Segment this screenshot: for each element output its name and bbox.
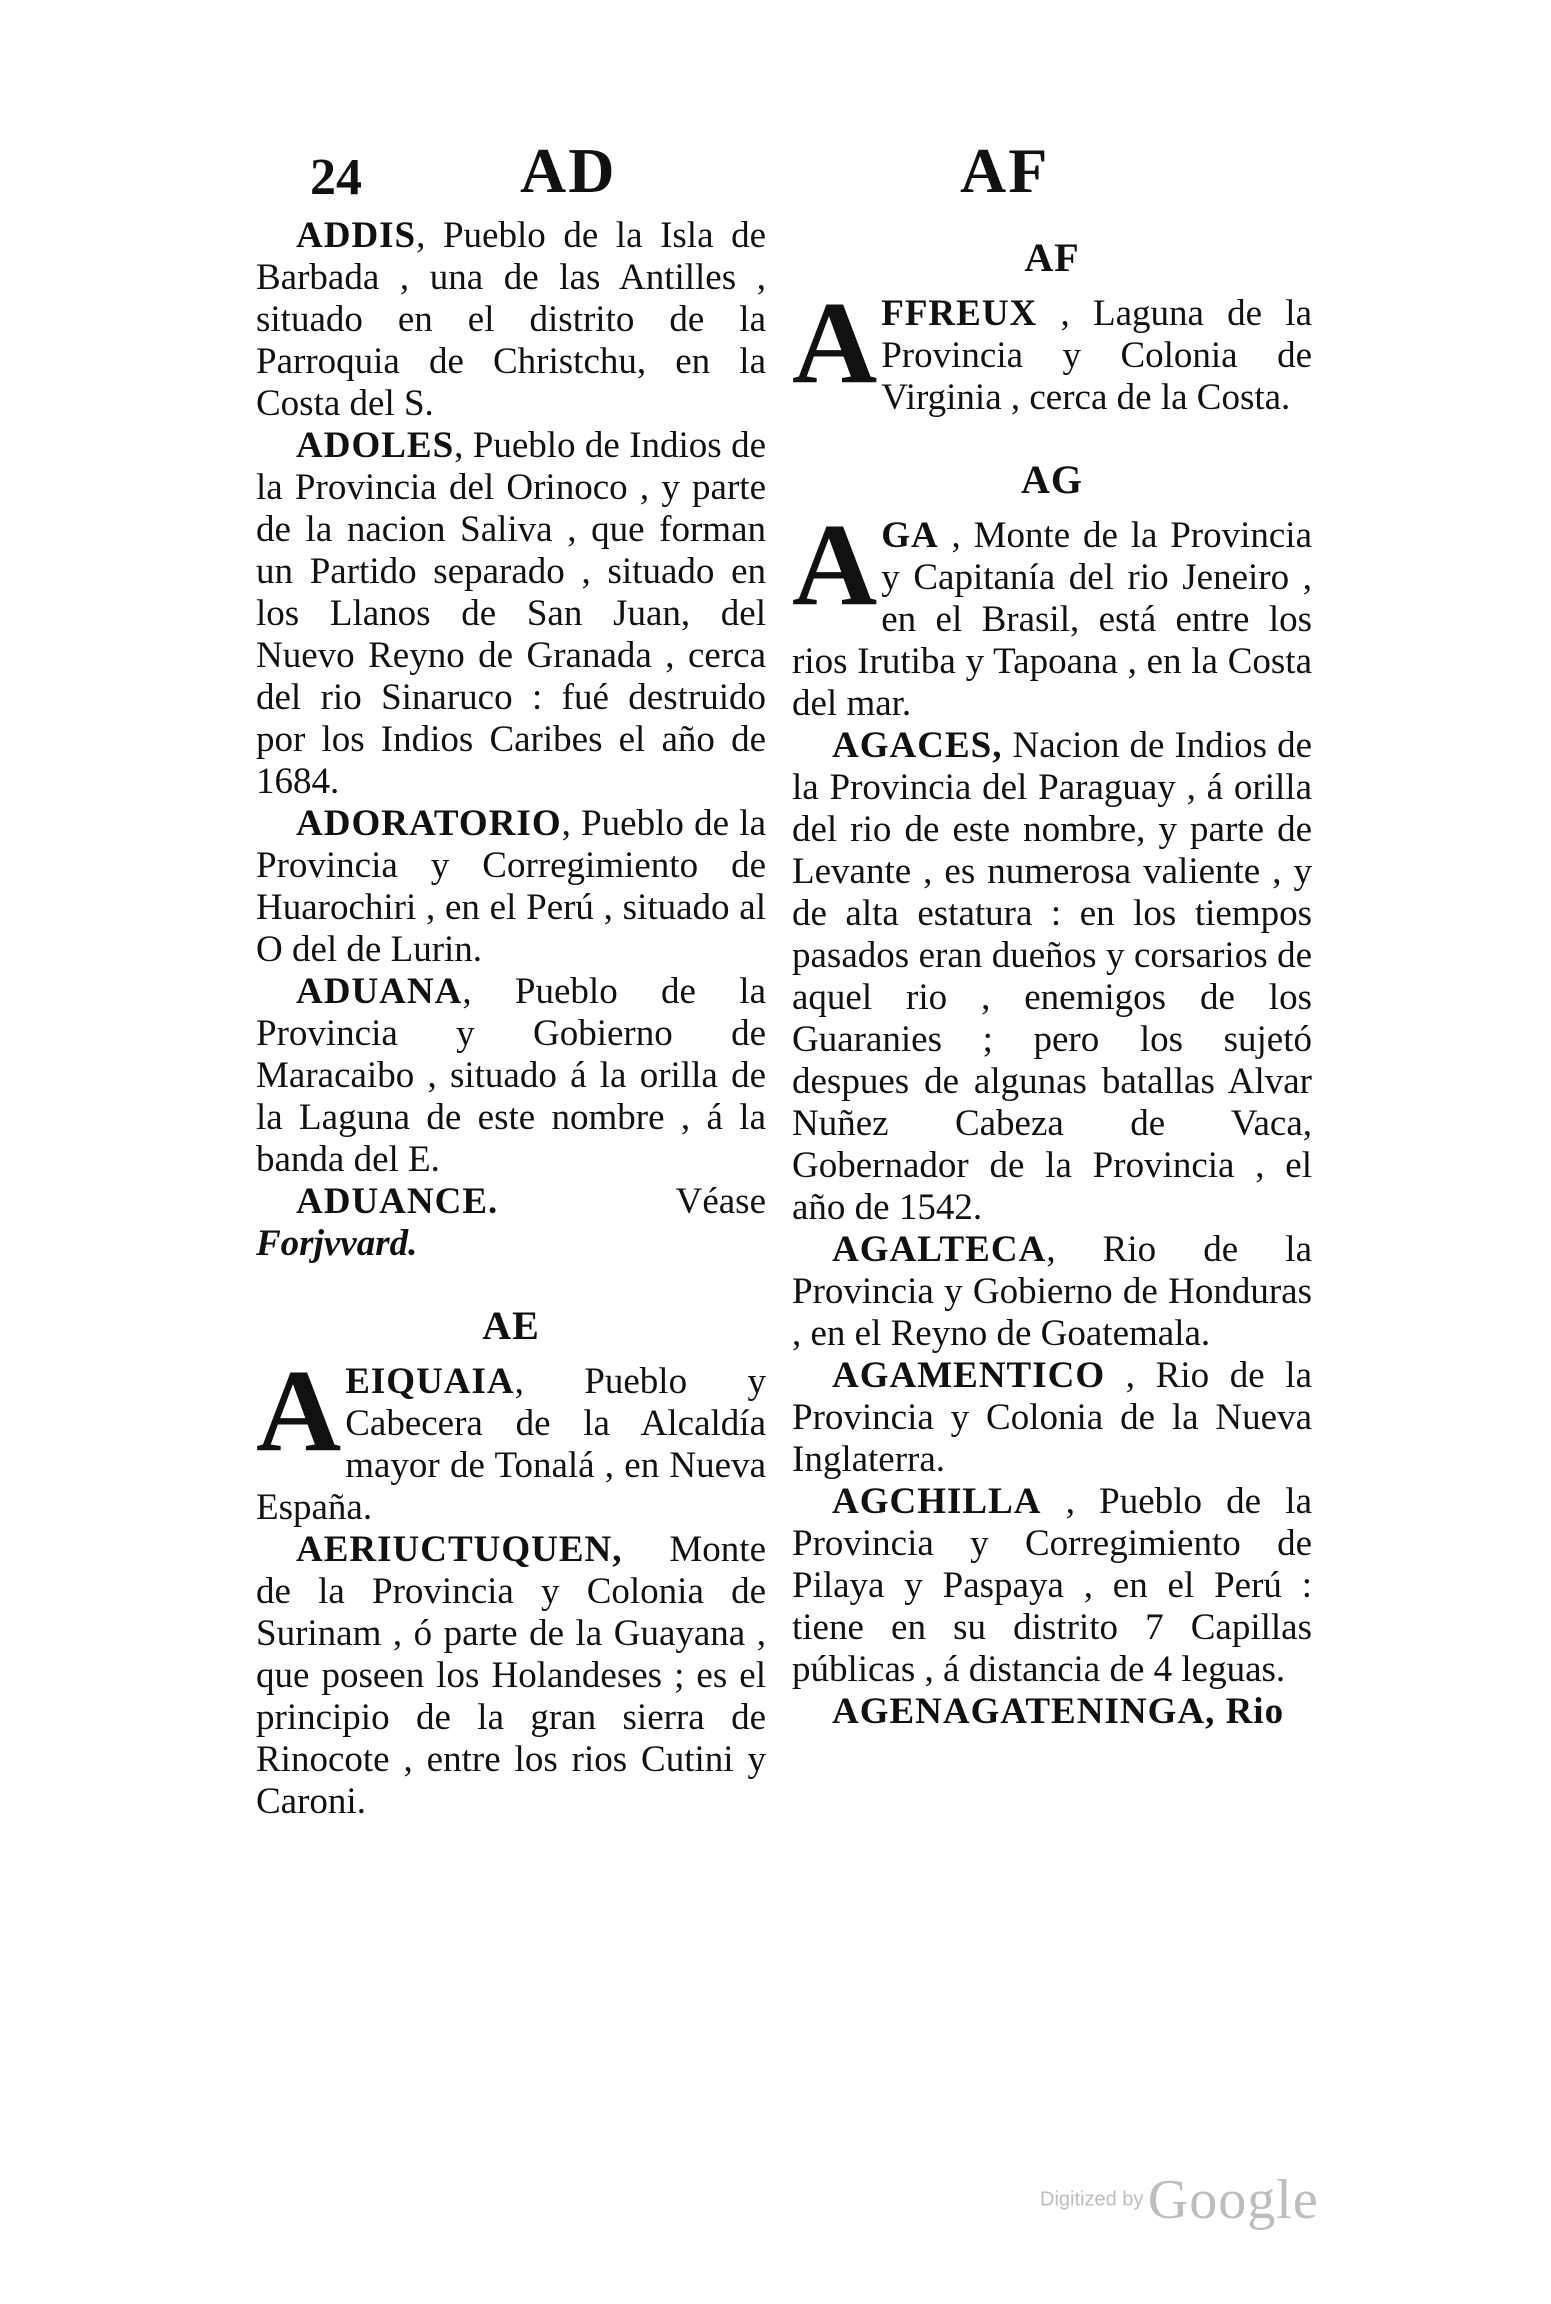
- entry-agamentico: AGAMENTICO , Rio de la Provincia y Colonia de la Nueva Inglaterra.: [792, 1355, 1312, 1480]
- drop-cap-a: A: [256, 1345, 342, 1476]
- left-column: [256, 215, 766, 1823]
- entry-affreux: AFFREUX , Laguna de la Provincia y Colonia de Virginia , cerca de la Costa.: [792, 277, 1312, 418]
- entry-aeiquaia: AEIQUAIA, Pueblo y Cabecera de la Alcaldía mayor de Tonalá , en Nueva España.: [256, 1345, 766, 1528]
- digitized-by-google-watermark: [1040, 2168, 1319, 2232]
- entry-agchilla: AGCHILLA , Pueblo de la Provincia y Corregimiento de Pilaya y Paspaya , en el Perú : tiene en su distrito 7 Capillas públicas , á distancia de 4 leguas.: [792, 1481, 1312, 1690]
- entry-aeriuctuquen: AERIUCTUQUEN, Monte de la Provincia y Colonia de Surinam , ó parte de la Guayana , que poseen los Holandeses ; es el principio de la gran sierra de Rinocote , entre los rios Cutini y Caroni.: [256, 1529, 766, 1822]
- entry-agenagateninga: AGENAGATENINGA, Rio: [832, 1691, 1285, 1732]
- entry-agaces: AGACES, Nacion de Indios de la Provincia del Paraguay , á orilla del rio de este nombre, y parte de Levante , es numerosa valiente , y de alta estatura : en los tiempos pasados eran dueños y corsarios de aquel rio , enemigos de los Guaranies ; pero los sujetó despues de algunas batallas Alvar Nuñez Cabeza de Vaca, Gobernador de la Provincia , el año de 1542.: [792, 725, 1312, 1228]
- page-number: 24: [310, 149, 362, 206]
- entry-adoles: ADOLES, Pueblo de Indios de la Provincia del Orinoco , y parte de la nacion Saliva , que forman un Partido separado , situado en los Llanos de San Juan, del Nuevo Reyno de Granada , cerca del rio Sinaruco : fué destruido por los Indios Caribes el año de 1684.: [256, 425, 766, 802]
- entry-adoratorio: ADORATORIO, Pueblo de la Provincia y Corregimiento de Huarochiri , en el Perú , situado al O del de Lurin.: [256, 803, 766, 970]
- drop-cap-a: A: [792, 277, 878, 408]
- entry-aduana: ADUANA, Pueblo de la Provincia y Gobierno de Maracaibo , situado á la orilla de la Laguna de este nombre , á la banda del E.: [256, 971, 766, 1180]
- page-header: [0, 128, 1551, 218]
- entry-aduance: ADUANCE. Véase Forjvvard.: [256, 1181, 766, 1264]
- google-logo: Google: [1147, 2169, 1319, 2231]
- section-heading-ae: AE: [482, 1303, 540, 1348]
- digitized-by-label: Digitized by: [1040, 2188, 1144, 2211]
- section-heading-af: AF: [1024, 235, 1080, 280]
- right-column: [792, 215, 1312, 1733]
- entry-aga: AGA , Monte de la Provincia y Capitanía del rio Jeneiro , en el Brasil, está entre los rios Irutiba y Tapoana , en la Costa del mar.: [792, 499, 1312, 724]
- running-head-right: AF: [960, 135, 1050, 206]
- drop-cap-a: A: [792, 499, 878, 630]
- section-heading-ag: AG: [1021, 457, 1083, 502]
- entry-addis: ADDIS, Pueblo de la Isla de Barbada , una de las Antilles , situado en el distrito de la Parroquia de Christchu, en la Costa del S.: [256, 215, 766, 424]
- running-head-left: AD: [520, 135, 617, 206]
- entry-agalteca: AGALTECA, Rio de la Provincia y Gobierno de Honduras , en el Reyno de Goatemala.: [792, 1229, 1312, 1354]
